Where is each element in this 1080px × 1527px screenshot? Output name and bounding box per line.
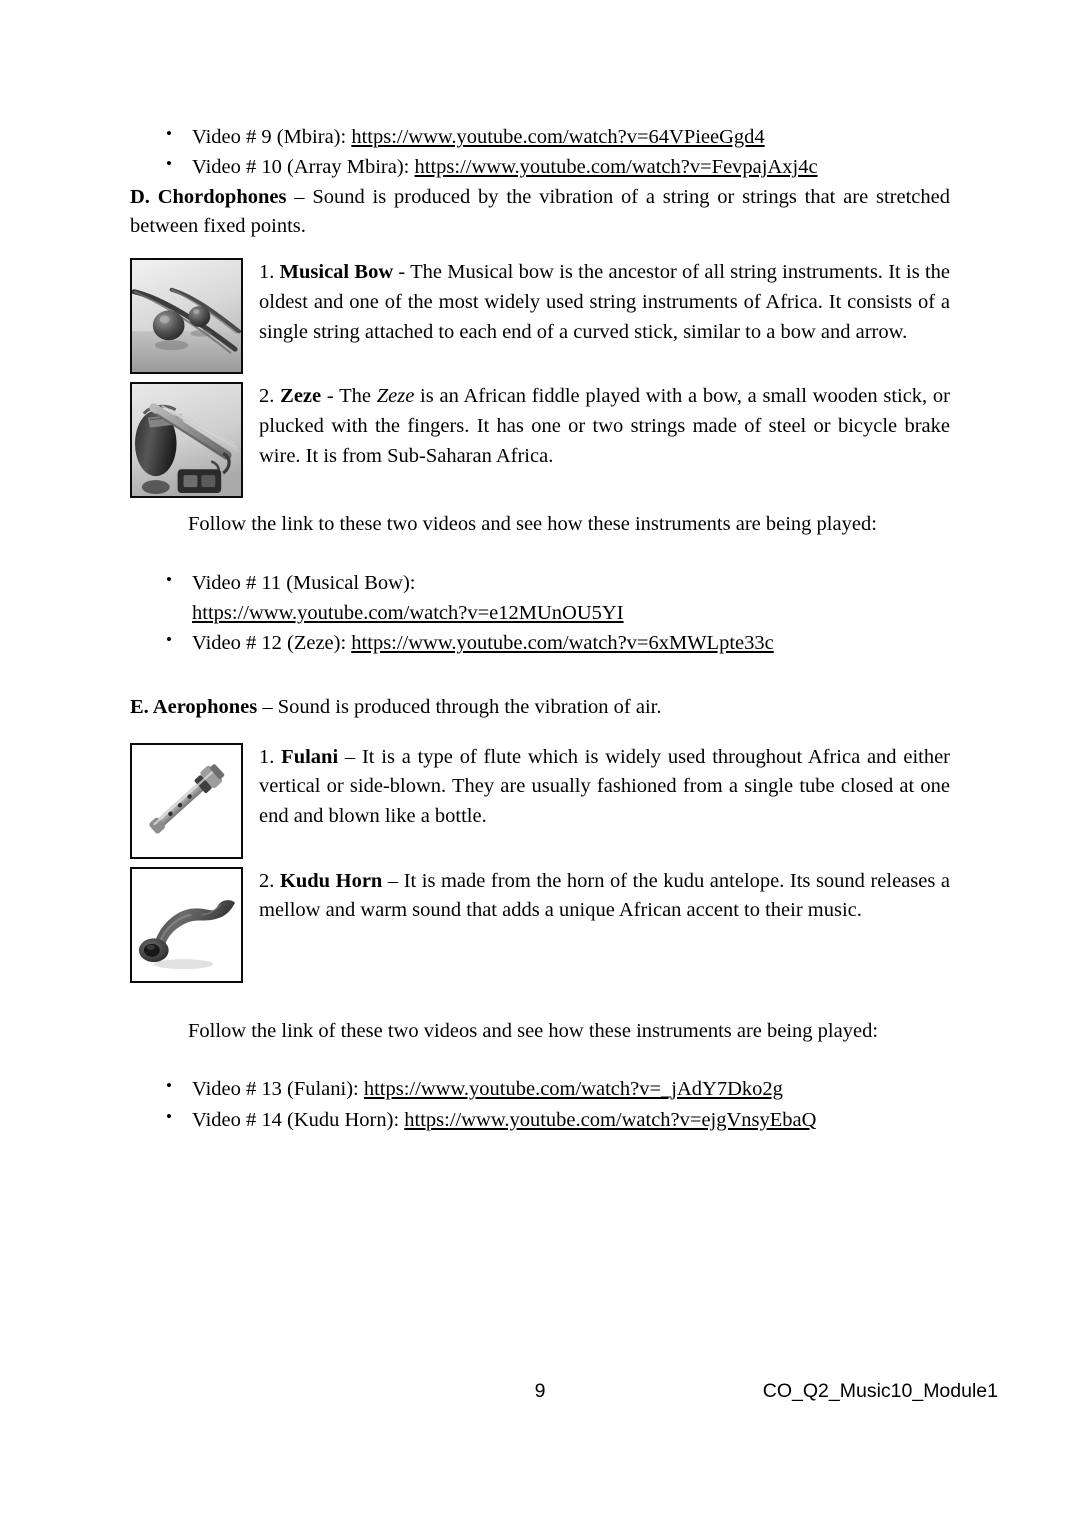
list-item bbox=[130, 122, 950, 152]
list-item bbox=[130, 152, 950, 182]
video-label: Video # 13 (Fulani): bbox=[192, 1078, 364, 1101]
instrument-block-musical-bow bbox=[130, 258, 950, 374]
instrument-text-musical-bow bbox=[259, 258, 950, 347]
section-title: E. Aerophones bbox=[130, 695, 258, 718]
follow-link-text-aerophones: Follow the link of these two videos and see how these instruments are being played: bbox=[188, 1019, 879, 1042]
video-label: Video # 10 (Array Mbira): bbox=[192, 156, 415, 179]
section-heading-aerophones bbox=[130, 693, 950, 723]
musical-bow-photo bbox=[130, 258, 243, 374]
instrument-name: Musical Bow bbox=[279, 261, 394, 284]
video-link[interactable]: https://www.youtube.com/watch?v=e12MUnOU5YI bbox=[192, 602, 624, 625]
item-number: 1. bbox=[259, 745, 282, 768]
video-link[interactable]: https://www.youtube.com/watch?v=64VPieeGgd4 bbox=[351, 126, 765, 148]
fulani-flute-photo bbox=[130, 743, 243, 859]
module-code: CO_Q2_Music10_Module1 bbox=[762, 1380, 998, 1402]
instrument-block-kudu-horn bbox=[130, 867, 950, 983]
instrument-description: - The Musical bow is the ancestor of all string instruments. It is the oldest and one of the most widely used string instruments of Africa. It consists of a single string attached to each end of a curved stick, similar to a bow and arrow. bbox=[259, 261, 950, 343]
video-list-aerophones bbox=[130, 1074, 950, 1135]
instrument-text-fulani bbox=[259, 743, 950, 832]
instrument-description-a: - The bbox=[321, 385, 377, 408]
instrument-name: Fulani bbox=[281, 745, 339, 768]
video-list-top bbox=[130, 122, 950, 183]
item-number: 2. bbox=[259, 869, 280, 892]
instrument-text-kudu-horn bbox=[259, 867, 950, 926]
video-label: Video # 14 (Kudu Horn): bbox=[192, 1108, 405, 1131]
section-subtitle: – Sound is produced through the vibration of air. bbox=[257, 695, 662, 718]
list-item bbox=[130, 568, 950, 629]
instrument-block-fulani bbox=[130, 743, 950, 859]
page-footer bbox=[130, 1380, 1010, 1410]
instrument-name: Zeze bbox=[280, 385, 322, 408]
video-list-chordophones bbox=[130, 568, 950, 659]
zeze-photo bbox=[130, 382, 243, 498]
instrument-description: – It is a type of flute which is widely used throughout Africa and either vertical or side-blown. They are usually fashioned from a single tube closed at one end and blown like a bottle. bbox=[259, 745, 950, 827]
page-content bbox=[130, 122, 950, 1135]
item-number: 1. bbox=[259, 261, 280, 284]
video-link[interactable]: https://www.youtube.com/watch?v=ejgVnsyEbaQ bbox=[404, 1108, 817, 1131]
video-label: Video # 11 (Musical Bow): bbox=[192, 571, 416, 594]
instrument-name-italic: Zeze bbox=[376, 385, 415, 408]
video-link[interactable]: https://www.youtube.com/watch?v=6xMWLpte33c bbox=[351, 632, 774, 655]
page-number: 9 bbox=[534, 1380, 546, 1402]
instrument-description: – It is made from the horn of the kudu antelope. Its sound releases a mellow and warm sound that adds a unique African accent to their music. bbox=[259, 869, 950, 922]
video-link[interactable]: https://www.youtube.com/watch?v=_jAdY7Dko2g bbox=[363, 1078, 783, 1101]
instrument-name: Kudu Horn bbox=[279, 869, 383, 892]
section-heading-chordophones bbox=[130, 183, 950, 242]
instrument-block-zeze bbox=[130, 382, 950, 498]
list-item bbox=[130, 1105, 950, 1135]
section-title: D. Chordophones bbox=[130, 185, 287, 208]
instrument-description-b: is an African fiddle played with a bow, a small wooden stick, or plucked with the fingers. It has one or two strings made of steel or bicycle brake wire. It is from Sub-Saharan Africa. bbox=[259, 385, 950, 467]
video-link[interactable]: https://www.youtube.com/watch?v=FevpajAxj4c bbox=[414, 156, 818, 179]
follow-link-text-chordophones: Follow the link to these two videos and see how these instruments are being played: bbox=[188, 513, 877, 536]
instrument-text-zeze bbox=[259, 382, 950, 471]
video-label: Video # 12 (Zeze): bbox=[192, 632, 352, 655]
kudu-horn-photo bbox=[130, 867, 243, 983]
list-item bbox=[130, 1074, 950, 1104]
video-label: Video # 9 (Mbira): bbox=[192, 126, 352, 148]
section-subtitle: – Sound is produced by the vibration of a string or strings that are stretched between fixed points. bbox=[130, 185, 950, 238]
item-number: 2. bbox=[259, 385, 281, 408]
list-item bbox=[130, 628, 950, 658]
